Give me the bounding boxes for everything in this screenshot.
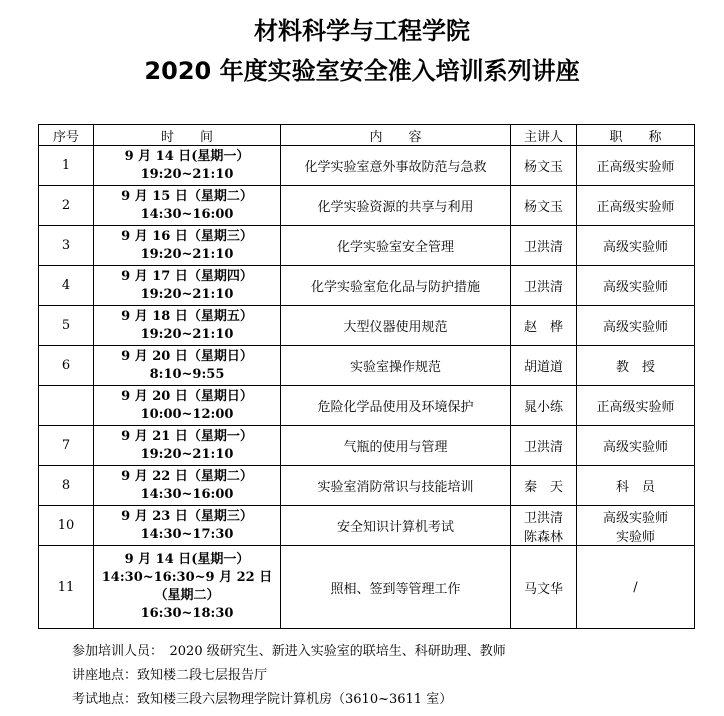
col-header-time: 时 间 [94, 125, 281, 146]
time-line: 9 月 23 日（星期三） [121, 508, 253, 524]
time-line: 9 月 14 日(星期一） [124, 148, 250, 164]
table-row [39, 266, 695, 306]
speaker-name: 晁小练 [523, 400, 563, 415]
time-cell [94, 426, 281, 466]
school-title: 材料科学与工程学院 [254, 17, 470, 45]
speaker-cell [511, 546, 577, 629]
content-cell: 安全知识计算机考试 [281, 506, 511, 546]
time-cell [94, 186, 281, 226]
speaker-name: 赵 桦 [523, 320, 563, 335]
row-number-cell: 5 [39, 306, 94, 346]
job-title-cell [577, 226, 695, 266]
time-line: 14:30~17:30 [140, 526, 234, 542]
exam-venue-note: 考试地点：致知楼三段六层物理学院计算机房（3610~3611 室） [72, 692, 453, 707]
speaker-cell [511, 186, 577, 226]
content-cell: 危险化学品使用及环境保护 [281, 386, 511, 426]
time-cell [94, 466, 281, 506]
table-row [39, 546, 695, 629]
time-cell [94, 146, 281, 186]
time-cell [94, 346, 281, 386]
table-row [39, 506, 695, 546]
time-line: 10:00~12:00 [140, 406, 234, 422]
job-title-cell [577, 346, 695, 386]
time-cell [94, 546, 281, 629]
table-row [39, 466, 695, 506]
time-line: （星期二） [154, 588, 220, 603]
speaker-cell [511, 146, 577, 186]
job-title-cell [577, 146, 695, 186]
job-title: 高级实验师 [602, 510, 668, 526]
table-row [39, 226, 695, 266]
job-title-cell [577, 426, 695, 466]
row-number-cell: 4 [39, 266, 94, 306]
col-header-title: 职 称 [577, 125, 695, 146]
table-row [39, 186, 695, 226]
speaker-name: 陈森林 [523, 529, 563, 545]
content-cell: 化学实验室意外事故防范与急救 [281, 146, 511, 186]
job-title: 正高级实验师 [596, 160, 675, 175]
job-title-cell [577, 386, 695, 426]
job-title-cell [577, 506, 695, 546]
col-header-content: 内 容 [281, 125, 511, 146]
job-title: 实验师 [615, 529, 655, 545]
time-cell [94, 386, 281, 426]
content-cell: 实验室消防常识与技能培训 [281, 466, 511, 506]
speaker-name: 卫洪清 [523, 240, 563, 255]
content-cell: 大型仪器使用规范 [281, 306, 511, 346]
row-number-cell: 11 [39, 546, 94, 629]
job-title: 教 授 [615, 360, 655, 375]
speaker-cell [511, 346, 577, 386]
job-title: 正高级实验师 [596, 200, 675, 215]
participants-note: 参加培训人员： 2020 级研究生、新进入实验室的联培生、科研助理、教师 [72, 644, 506, 659]
job-title: 高级实验师 [602, 440, 668, 455]
job-title: 高级实验师 [602, 240, 668, 255]
time-cell [94, 306, 281, 346]
speaker-name: 杨文玉 [523, 160, 563, 175]
speaker-cell [511, 426, 577, 466]
content-cell: 化学实验室危化品与防护措施 [281, 266, 511, 306]
table-row [39, 146, 695, 186]
speaker-name: 胡道道 [523, 360, 563, 375]
time-line: 9 月 22 日（星期二） [121, 468, 253, 484]
time-line: 9 月 16 日（星期三） [121, 228, 253, 244]
job-title-cell [577, 306, 695, 346]
table-row [39, 306, 695, 346]
table-row [39, 346, 695, 386]
speaker-name: 秦 天 [523, 480, 563, 495]
speaker-name: 卫洪清 [523, 510, 563, 526]
row-number-cell: 6 [39, 346, 94, 386]
content-cell: 气瓶的使用与管理 [281, 426, 511, 466]
time-line: 19:20~21:10 [140, 446, 234, 462]
speaker-cell [511, 226, 577, 266]
time-line: 14:30~16:30~9 月 22 日 [101, 570, 273, 585]
time-line: 9 月 15 日（星期二） [121, 188, 253, 204]
speaker-cell [511, 466, 577, 506]
speaker-name: 马文华 [523, 581, 563, 597]
content-cell: 照相、签到等管理工作 [281, 546, 511, 629]
row-number-cell: 7 [39, 426, 94, 466]
time-line: 14:30~16:00 [140, 486, 234, 502]
time-line: 16:30~18:30 [140, 606, 234, 621]
time-cell [94, 506, 281, 546]
content-cell: 化学实验资源的共享与利用 [281, 186, 511, 226]
job-title: 高级实验师 [602, 320, 668, 335]
time-line: 19:20~21:10 [140, 326, 234, 342]
footer-notes [72, 640, 506, 712]
speaker-cell [511, 306, 577, 346]
speaker-cell [511, 386, 577, 426]
time-line: 9 月 21 日（星期一） [121, 428, 253, 444]
row-number-cell: 10 [39, 506, 94, 546]
content-cell: 实验室操作规范 [281, 346, 511, 386]
content-cell: 化学实验室安全管理 [281, 226, 511, 266]
job-title: 正高级实验师 [596, 400, 675, 415]
document-title: 2020 年度实验室安全准入培训系列讲座 [144, 57, 580, 85]
row-number-cell: 8 [39, 466, 94, 506]
row-number-cell: 1 [39, 146, 94, 186]
time-line: 9 月 18 日（星期五） [121, 308, 253, 324]
time-line: 19:20~21:10 [140, 166, 234, 182]
col-header-no: 序号 [39, 125, 94, 146]
speaker-name: 杨文玉 [523, 200, 563, 215]
time-line: 8:10~9:55 [149, 366, 225, 382]
table-header-row [39, 125, 695, 146]
table-row [39, 426, 695, 466]
time-line: 9 月 17 日（星期四） [121, 268, 253, 284]
time-line: 9 月 20 日（星期日） [121, 348, 253, 364]
job-title-cell [577, 266, 695, 306]
speaker-name: 卫洪清 [523, 280, 563, 295]
time-cell [94, 266, 281, 306]
time-line: 9 月 20 日（星期日） [121, 388, 253, 404]
speaker-name: 卫洪清 [523, 440, 563, 455]
time-line: 9 月 14 日(星期一） [124, 552, 250, 567]
job-title-cell [577, 186, 695, 226]
speaker-cell [511, 506, 577, 546]
row-number-cell: 2 [39, 186, 94, 226]
job-title: 科 员 [615, 480, 655, 495]
time-line: 14:30~16:00 [140, 206, 234, 222]
time-cell [94, 226, 281, 266]
table-row [39, 386, 695, 426]
job-title: 高级实验师 [602, 280, 668, 295]
time-line: 19:20~21:10 [140, 286, 234, 302]
job-title-cell [577, 546, 695, 629]
job-title: / [633, 579, 638, 595]
time-line: 19:20~21:10 [140, 246, 234, 262]
col-header-speaker: 主讲人 [511, 125, 577, 146]
job-title-cell [577, 466, 695, 506]
lecture-schedule-table [38, 124, 695, 629]
speaker-cell [511, 266, 577, 306]
row-number-cell [39, 386, 94, 426]
row-number-cell: 3 [39, 226, 94, 266]
venue-note: 讲座地点：致知楼二段七层报告厅 [72, 668, 268, 683]
